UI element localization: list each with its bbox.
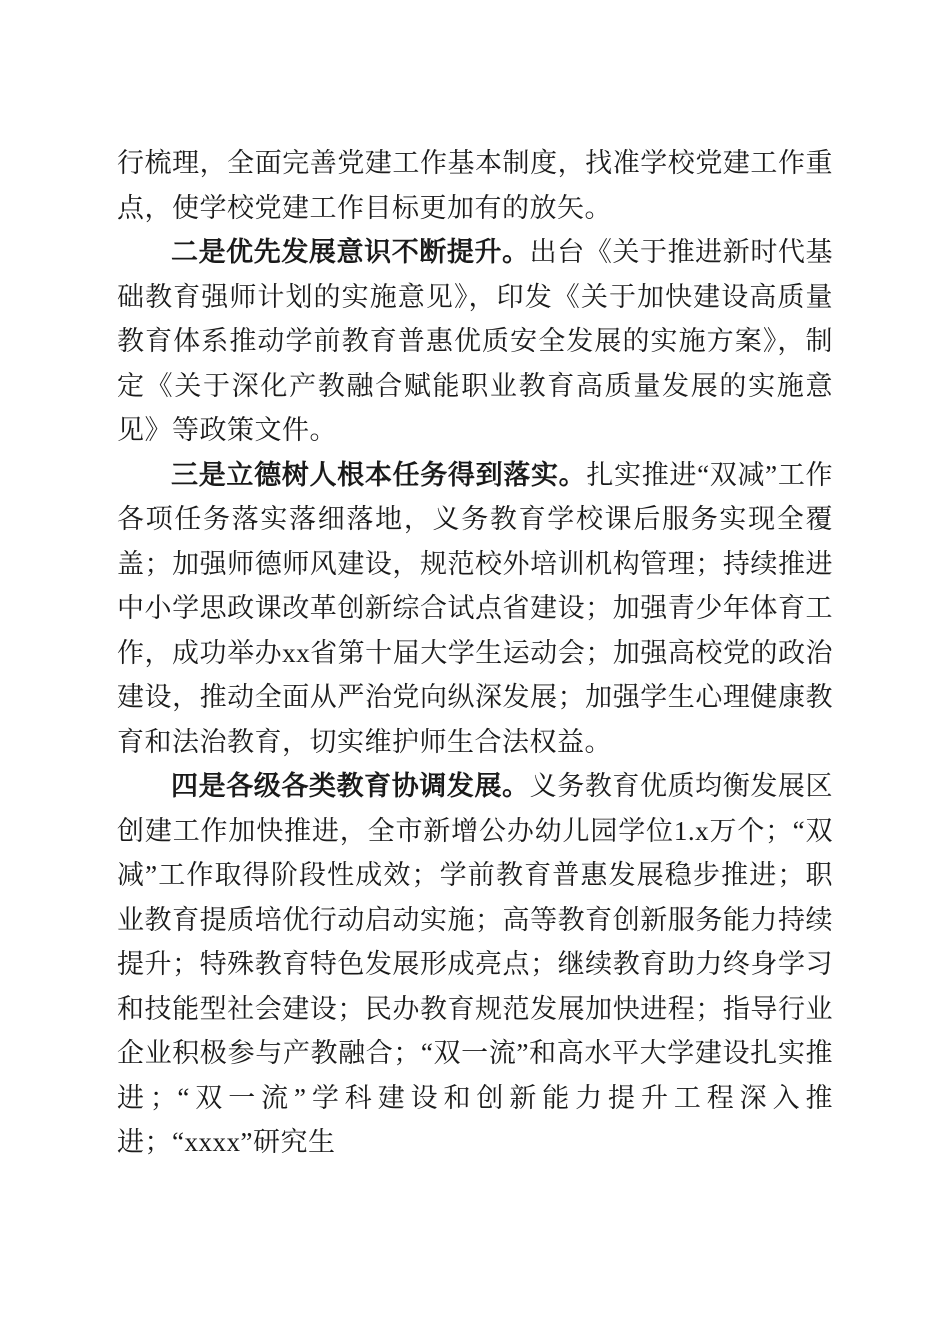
document-body: [117, 141, 833, 1165]
paragraph: 二是优先发展意识不断提升。出台《关于推进新时代基础教育强师计划的实施意见》，印发《关于加快建设高质量教育体系推动学前教育普惠优质安全发展的实施方案》，制定《关于深化产教融合赋能职业教育高质量发展的实施意见》等政策文件。: [117, 237, 834, 445]
paragraph: 四是各级各类教育协调发展。义务教育优质均衡发展区创建工作加快推进，全市新增公办幼儿园学位1.x万个；“双减”工作取得阶段性成效；学前教育普惠发展稳步推进；职业教育提质培优行动启动实施；高等教育创新服务能力持续提升；特殊教育特色发展形成亮点；继续教育助力终身学习和技能型社会建设；民办教育规范发展加快进程；指导行业企业积极参与产教融合；“双一流”和高水平大学建设扎实推进；“双一流”学科建设和创新能力提升工程深入推进；“xxxx”研究生: [117, 771, 834, 1157]
paragraph-lead: 二是优先发展意识不断提升。: [171, 237, 530, 267]
paragraph: 行梳理，全面完善党建工作基本制度，找准学校党建工作重点，使学校党建工作目标更加有的放矢。: [117, 148, 833, 223]
paragraph-lead: 三是立德树人根本任务得到落实。: [171, 459, 587, 490]
paragraph: 三是立德树人根本任务得到落实。扎实推进“双减”工作各项任务落实落细落地，义务教育学校课后服务实现全覆盖；加强师德师风建设，规范校外培训机构管理；持续推进中小学思政课改革创新综合试点省建设；加强青少年体育工作，成功举办xx省第十届大学生运动会；加强高校党的政治建设，推动全面从严治党向纵深发展；加强学生心理健康教育和法治教育，切实维护师生合法权益。: [117, 459, 834, 757]
paragraph-lead: 四是各级各类教育协调发展。: [171, 771, 530, 801]
